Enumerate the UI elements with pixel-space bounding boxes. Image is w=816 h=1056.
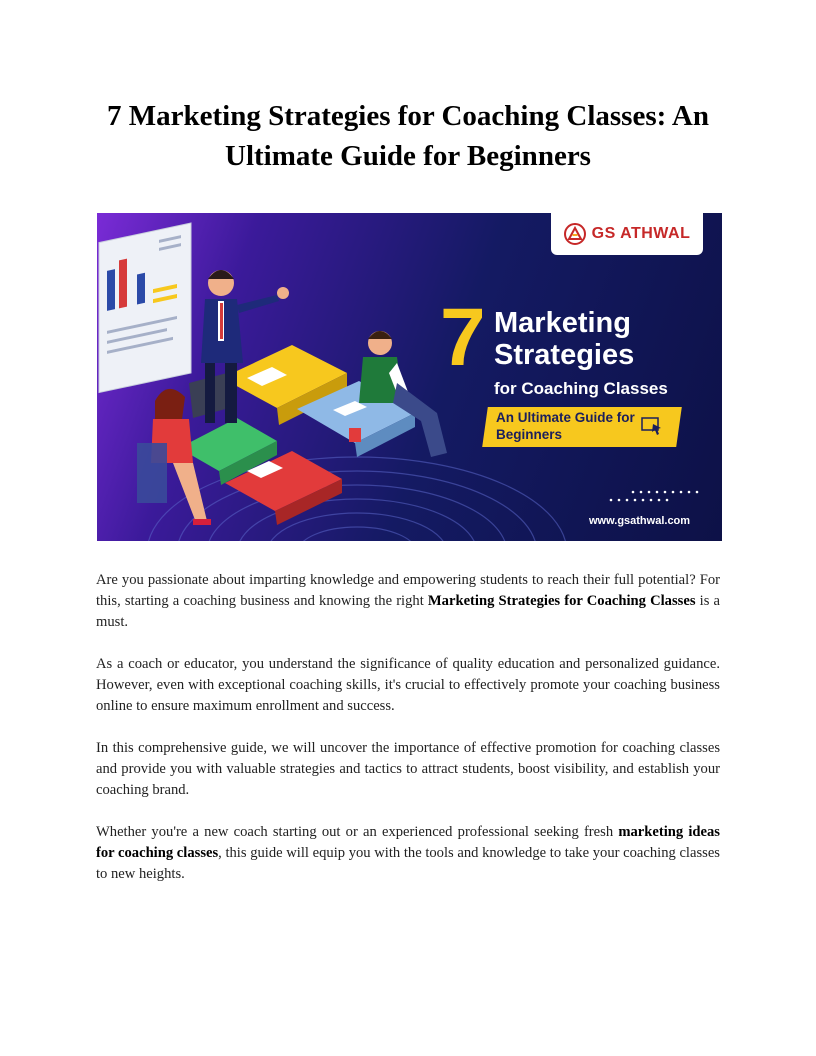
document-title: 7 Marketing Strategies for Coaching Classes: An Ultimate Guide for Beginners: [107, 100, 709, 172]
cursor-click-icon: [641, 416, 663, 436]
bold-keyword: marketing ideas for coaching classes: [96, 824, 720, 861]
banner-heading-line2: Strategies: [494, 339, 635, 371]
paragraph-text: , this guide will equip you with the tools and knowledge to take your coaching classes to new heights.: [96, 845, 720, 882]
paragraph-text: Whether you're a new coach starting out or an experienced professional seeking fresh: [96, 824, 619, 840]
logo-text: GS ATHWAL: [591, 225, 691, 242]
paragraph-intro: [96, 570, 720, 633]
decorative-dots-icon: [609, 489, 699, 503]
article-body: [96, 570, 720, 906]
paragraph-text: Are you passionate about imparting knowledge and empowering students to reach their full potential? For this, starting a coaching business and knowing the right: [96, 572, 720, 609]
banner-subheading: for Coaching Classes: [494, 379, 668, 398]
brand-logo: [551, 213, 703, 255]
paragraph-text: is a must.: [96, 593, 720, 630]
banner-url: www.gsathwal.com: [589, 515, 691, 527]
bold-keyword: Marketing Strategies for Coaching Classes: [427, 593, 696, 609]
banner-number: 7: [440, 292, 486, 383]
hero-banner: [97, 213, 722, 541]
banner-ribbon-text: An Ultimate Guide for Beginners: [496, 410, 635, 442]
banner-heading-line1: Marketing: [494, 307, 631, 339]
logo-mark-icon: [564, 223, 586, 245]
paragraph-coach: As a coach or educator, you understand the significance of quality education and personalized guidance. However, even with exceptional coaching skills, it's crucial to effectively promote your coaching business online to ensure maximum enrollment and success.: [96, 656, 720, 714]
paragraph-guide: In this comprehensive guide, we will uncover the importance of effective promotion for coaching classes and provide you with valuable strategies and tactics to attract students, boost visibility, and establish your coaching brand.: [96, 740, 720, 798]
paragraph-whether: [96, 822, 720, 885]
